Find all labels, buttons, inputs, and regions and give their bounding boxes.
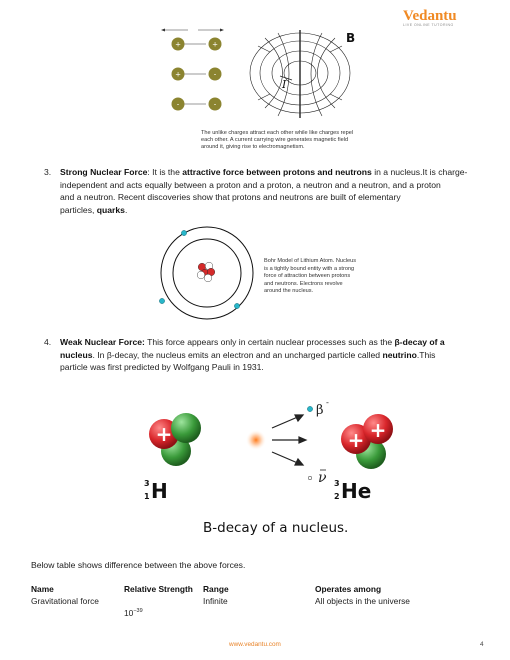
svg-text:+: +: [369, 418, 387, 442]
electron: [234, 303, 239, 308]
hydrogen3-nucleus: [149, 413, 201, 466]
magnetic-field-diagram: [250, 30, 350, 118]
beta-label: β: [316, 403, 324, 418]
magnetic-field-label-b: B: [346, 31, 356, 45]
svg-text:+: +: [347, 428, 365, 452]
weak-nuclear-force-item: 4. Weak Nuclear Force: This force appears only in certain nuclear processes such as the β-decay of a nucleus. In β-decay, the nucleus emits an electron and an uncharged particle called neutrino.This particle was first predicted by Wolfgang Pauli in 1931.: [44, 337, 445, 373]
decay-glow: [246, 430, 266, 450]
electron: [159, 298, 164, 303]
beta-decay-caption: Β-decay of a nucleus.: [203, 520, 349, 536]
cell-strength-gravitational: $10^{-39}$: [124, 608, 143, 618]
page-number: 4: [480, 641, 484, 648]
item-title: Weak Nuclear Force:: [60, 337, 145, 347]
table-intro: Below table shows difference between the above forces.: [31, 560, 246, 570]
h-mass-number: 3: [144, 479, 150, 488]
figure2-caption: Bohr Model of Lithium Atom. Nucleus is a tightly bound entity with a strong force of attraction between protons and neutrons. Electrons revolve around the nucleus.: [264, 258, 357, 295]
charges-and-magnetic-field-figure: [160, 28, 370, 128]
neutrino-particle: [308, 476, 311, 479]
h-atomic-number: 1: [144, 492, 150, 501]
table-header-operates: Operates among: [315, 584, 382, 594]
beta-decay-figure: [140, 390, 400, 540]
charge-sign: +: [212, 40, 218, 49]
table-header-range: Range: [203, 584, 229, 594]
decay-arrows: [272, 415, 306, 465]
figure1-caption: The unlike charges attract each other while like charges repel each other. A current carrying wire generates magnetic field around it, giving rise to electromagnetism.: [201, 130, 354, 150]
h-symbol: H: [151, 479, 168, 503]
cell-name-gravitational: Gravitational force: [31, 596, 99, 606]
item-number: 4.: [44, 337, 52, 347]
neutrino-label: ν: [318, 470, 327, 486]
strong-nuclear-force-item: 3. Strong Nuclear Force: It is the attractive force between protons and neutrons in a nucleus.It is charge- independent and acts equally between a proton and a proton, a neutron and a neutron, and a proton and a neutron. Recent discoveries show that protons and neutrons are built of elementary particles, quarks.: [44, 167, 468, 215]
beta-superscript: -: [326, 398, 329, 407]
charge-sign: -: [213, 70, 217, 79]
footer-url[interactable]: www.vedantu.com: [229, 641, 281, 648]
table-header-strength: Relative Strength: [124, 584, 193, 594]
table-header-name: Name: [31, 584, 54, 594]
charge-sign: +: [175, 70, 181, 79]
vedantu-logo: [403, 8, 483, 30]
svg-text:+: +: [155, 422, 173, 446]
current-label-i: I: [282, 78, 287, 91]
helium3-nucleus: [341, 414, 393, 469]
he-symbol: He: [341, 479, 372, 503]
logo-tagline: LIVE ONLINE TUTORING: [403, 23, 454, 27]
item-title: Strong Nuclear Force: [60, 167, 148, 177]
charge-sign: -: [176, 100, 180, 109]
charge-sign: -: [213, 100, 217, 109]
charge-grid: [161, 29, 224, 111]
item-number: 3.: [44, 167, 52, 177]
charge-sign: +: [175, 40, 181, 49]
beta-particle: [307, 406, 312, 411]
electron: [181, 230, 186, 235]
he-atomic-number: 2: [334, 492, 340, 501]
he-mass-number: 3: [334, 479, 340, 488]
cell-operates-gravitational: All objects in the universe: [315, 596, 410, 606]
logo-text: Vedantu: [403, 8, 457, 24]
lithium-nucleus: [197, 262, 215, 282]
cell-range-gravitational: Infinite: [203, 596, 228, 606]
bohr-model-lithium-figure: [148, 224, 266, 320]
